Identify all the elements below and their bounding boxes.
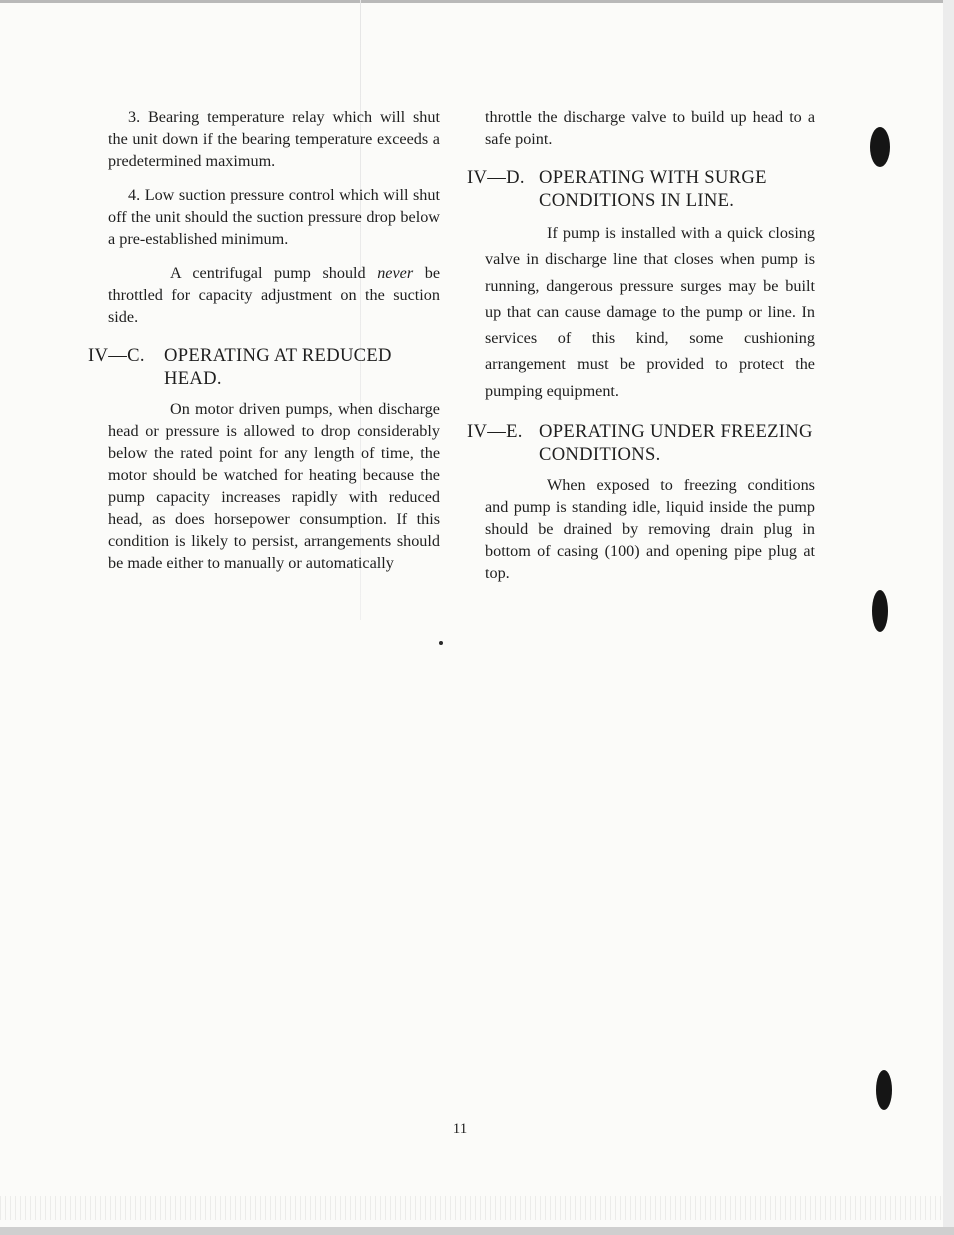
section-d-title: OPERATING WITH SURGE CONDITIONS IN LINE.: [539, 167, 767, 211]
throttle-text-before: A centrifugal pump should: [170, 264, 378, 282]
page-number: 11: [452, 1121, 468, 1137]
item-4-text: 4. Low suction pressure control which will shut off the unit should the suction pressure drop below a pre-established minimum.: [108, 186, 440, 248]
section-c-body: On motor driven pumps, when discharge head or pressure is allowed to drop considerably below the rated point for any length of time, the motor should be watched for heating because the pump capacity increases rapidly with reduced head, as does horsepower consumption. If this condition is likely to persist, arrangements should be made either to manually or automatically: [108, 400, 440, 572]
left-column: [88, 106, 440, 574]
throttle-emphasis: never: [377, 264, 414, 282]
ink-speck: [439, 641, 443, 645]
throttle-paragraph: [108, 262, 440, 328]
item-3-text: 3. Bearing temperature relay which will shut the unit down if the bearing temperature exceeds a predetermined maximum.: [108, 108, 440, 170]
section-c-heading: [88, 344, 440, 390]
section-e-heading: [467, 420, 815, 466]
top-edge-rule: [0, 0, 954, 3]
continuation-text: throttle the discharge valve to build up head to a safe point.: [485, 108, 815, 148]
bottom-scan-noise: [0, 1196, 943, 1220]
bottom-edge-rule: [0, 1227, 954, 1235]
section-c-title: OPERATING AT REDUCED HEAD.: [164, 345, 392, 389]
throttle-text-after: be throttled for capacity adjustment on the suction side.: [108, 264, 440, 326]
right-column: [467, 106, 815, 584]
section-d-number: IV—D.: [467, 167, 525, 188]
section-c-number: IV—C.: [88, 345, 145, 366]
section-d-body: If pump is installed with a quick closing valve in discharge line that closes when pump is running, dangerous pressure surges may be built up that can cause damage to the pump or line. In services of this kind, some cushioning arrangement must be provided to protect the pumping equipment.: [485, 224, 815, 400]
right-edge-shadow: [943, 0, 954, 1235]
punch-hole-top: [870, 127, 890, 167]
section-e-title: OPERATING UNDER FREEZING CONDITIONS.: [539, 421, 813, 466]
punch-hole-bottom: [876, 1070, 892, 1110]
section-d-heading: [467, 166, 815, 212]
section-e-number: IV—E.: [467, 421, 523, 443]
punch-hole-middle: [872, 590, 888, 632]
section-e-body: When exposed to freezing conditions and pump is standing idle, liquid inside the pump should be drained by removing drain plug in bottom of casing (100) and opening pipe plug at top.: [485, 476, 815, 583]
